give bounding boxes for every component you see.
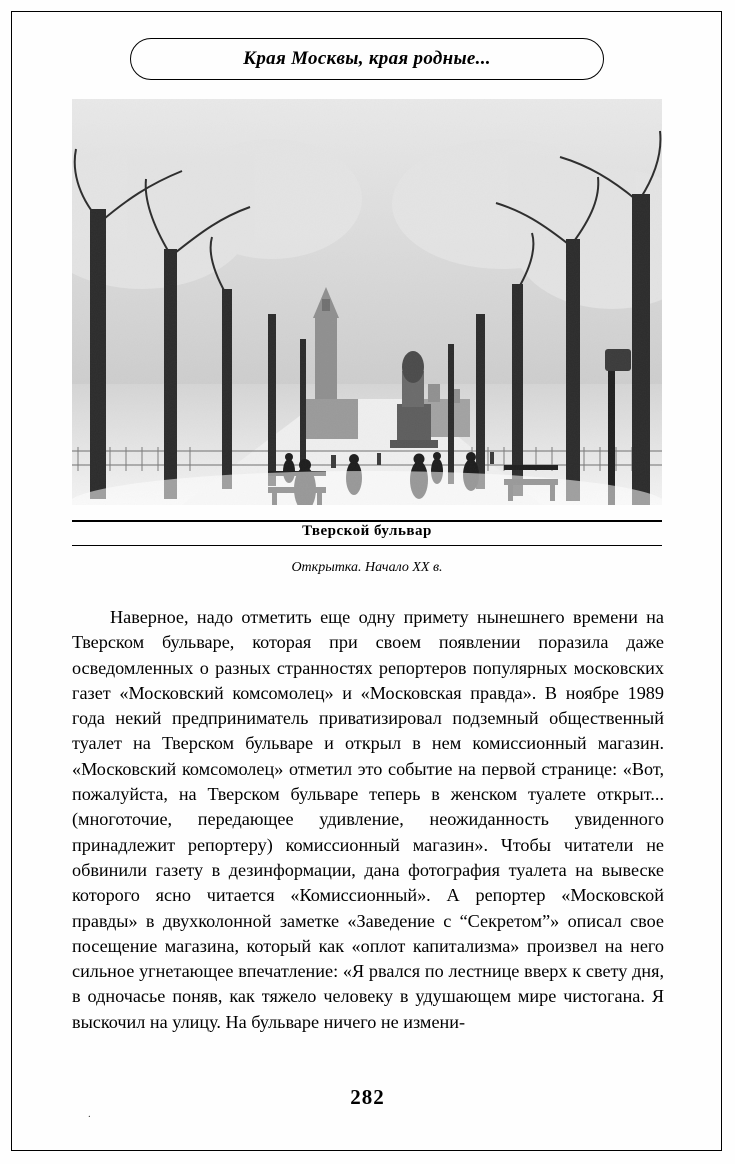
figure-caption-subtitle: Открытка. Начало XX в. [291,560,443,575]
caption-rule-bottom [72,545,662,546]
photo-illustration [72,99,662,505]
running-header-title: Края Москвы, края родные... [243,48,491,69]
body-paragraph: Наверное, надо отметить еще одну примету нынешнего времени на Тверском бульваре, которая при своем появлении поразила даже осведомленных о разных странностях репортеров популярных московских газет «Московский комсомолец» и «Московская правда». В ноябре 1989 года некий предприниматель приватизировал подземный общественный туалет на Тверском бульваре и открыл в нем комиссионный магазин. «Московский комсомолец» отметил это событие на первой странице: «Вот, пожалуйста, на Тверском бульваре теперь в женском туалете открыт... (многоточие, передающее удивление, неожиданность увиденного принадлежит репортеру) комиссионный магазин». Чтобы читатели не обвинили газету в дезинформации, дана фотография туалета на вывеске которого ясно читается «Комиссионный». А репортер «Московской правды» в двухколонной заметке «Заведение с “Секретом”» описал свое посещение магазина, который как «оплот капитализма» произвел на него сильное угнетающее впечатление: «Я рвался по лестнице вверх к свету дня, в одночасье поняв, как тяжело человеку в удушающем мире чистогана. Я выскочил на улицу. На бульваре ничего не измени- [72,607,664,1032]
caption-rule-top [72,520,662,522]
figure-caption-title: Тверской бульвар [302,523,432,539]
running-header-banner [130,38,604,80]
footer-mark: . [88,1108,91,1120]
page-number: 282 [350,1085,385,1109]
figure-photograph [72,99,662,505]
body-text-block [72,605,664,1035]
